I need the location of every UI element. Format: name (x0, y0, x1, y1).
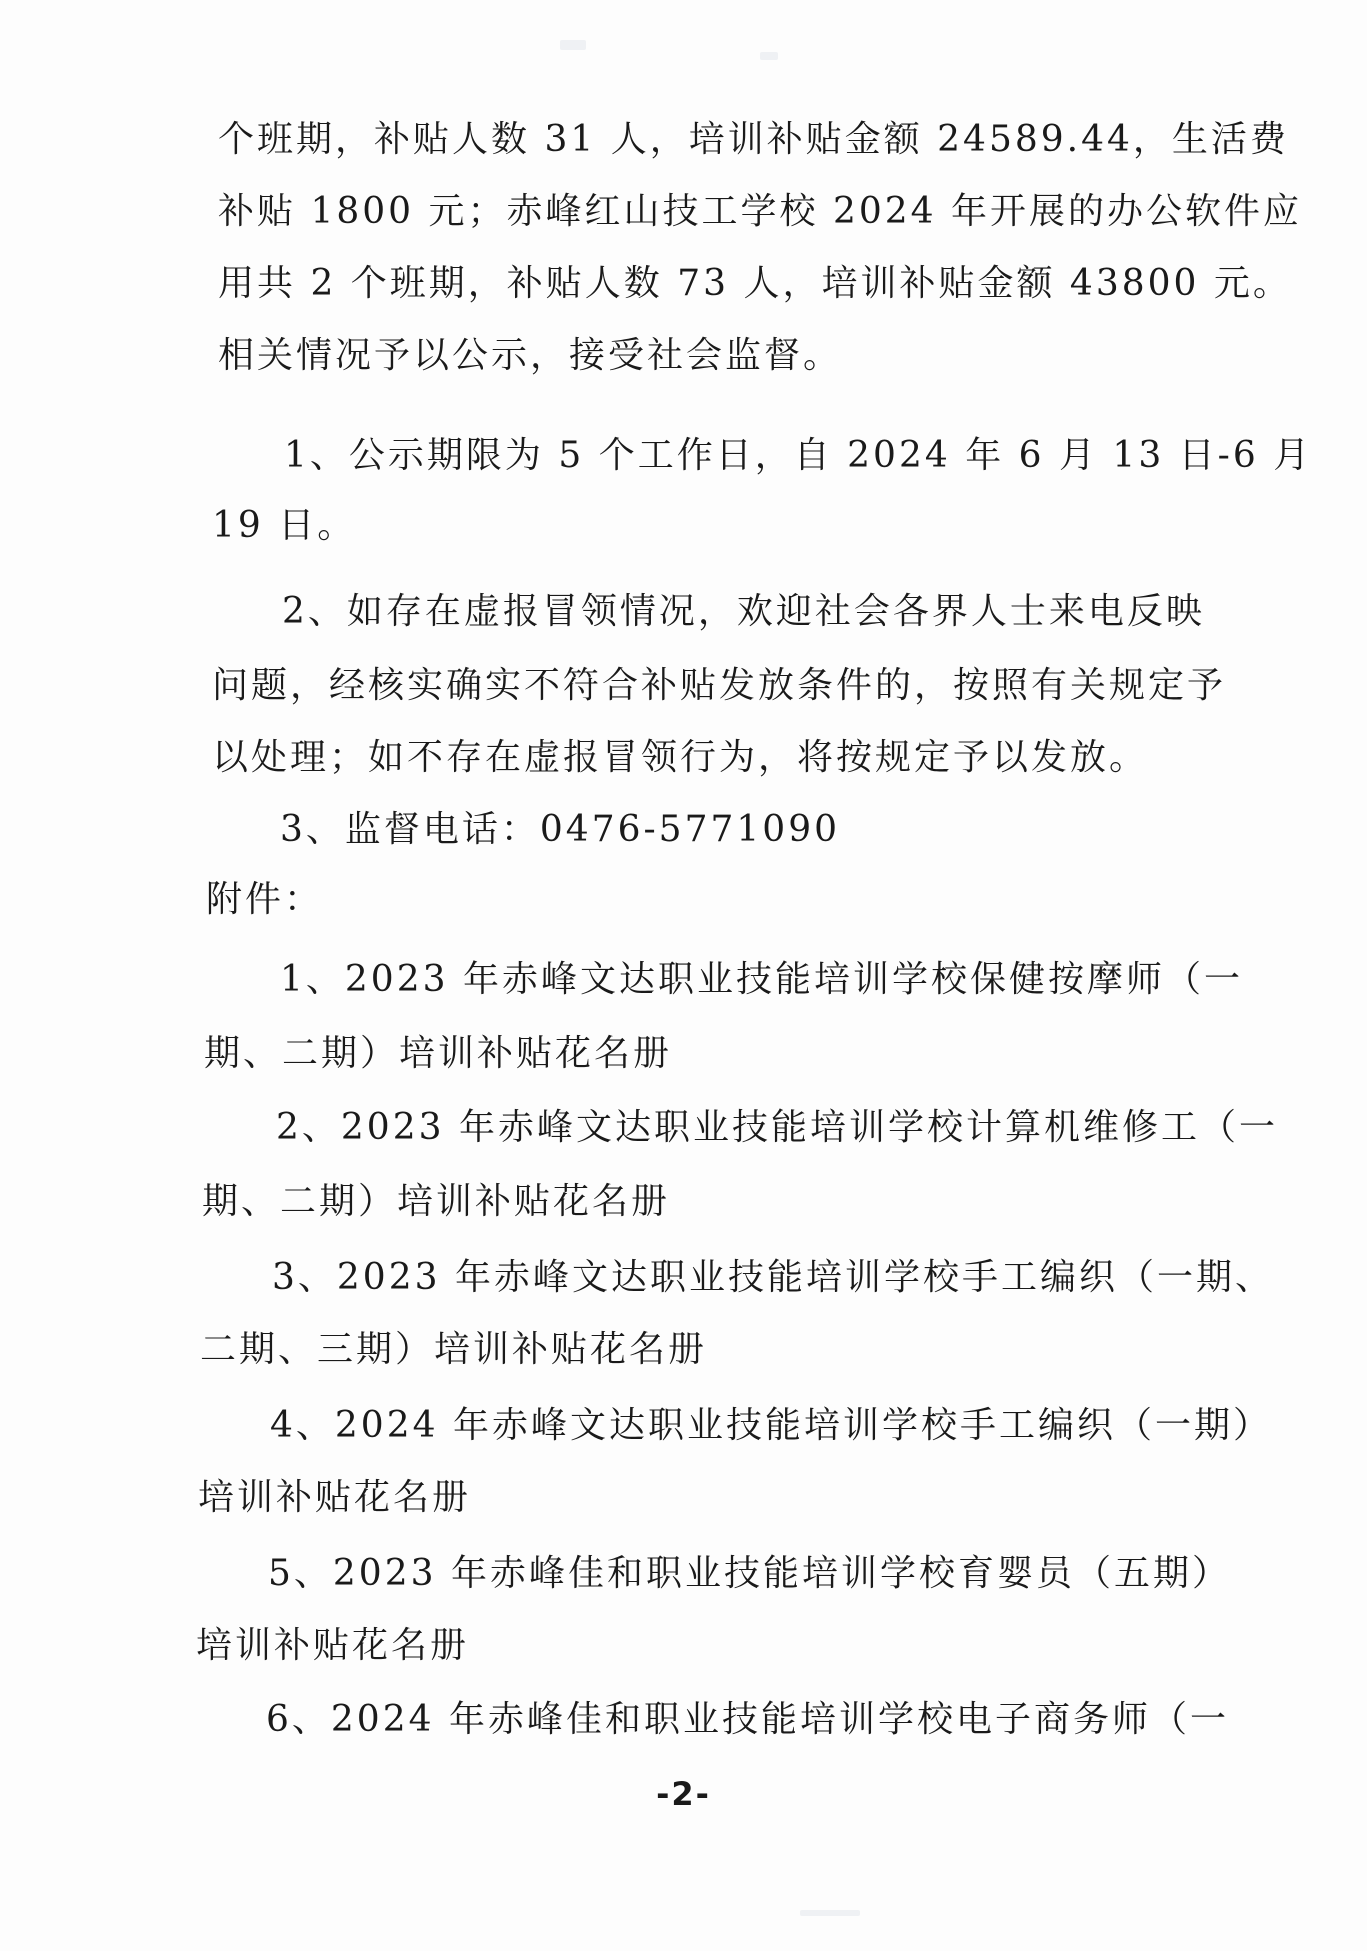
notice-item-1: 1、公示期限为 5 个工作日，自 2024 年 6 月 13 日-6 月 (284, 435, 1313, 476)
scan-artifact (760, 52, 778, 60)
attachments-heading: 附件： (206, 879, 324, 920)
body-line-4: 相关情况予以公示，接受社会监督。 (218, 335, 843, 376)
attachment-item-6: 6、2024 年赤峰佳和职业技能培训学校电子商务师（一 (266, 1699, 1229, 1740)
notice-item-2-cont-1: 问题，经核实确实不符合补贴发放条件的，按照有关规定予 (212, 665, 1227, 706)
attachment-item-2: 2、2023 年赤峰文达职业技能培训学校计算机维修工（一 (276, 1107, 1278, 1148)
notice-item-2-cont-2: 以处理；如不存在虚报冒领行为，将按规定予以发放。 (212, 737, 1149, 778)
supervision-phone: 3、监督电话：0476-5771090 (280, 809, 841, 850)
notice-item-1-cont: 19 日。 (212, 505, 357, 546)
attachment-item-3-cont: 二期、三期）培训补贴花名册 (200, 1329, 708, 1370)
scan-artifact (800, 1910, 860, 1916)
attachment-item-4: 4、2024 年赤峰文达职业技能培训学校手工编织（一期） (270, 1405, 1272, 1446)
scan-artifact (560, 40, 586, 50)
attachment-item-2-cont: 期、二期）培训补贴花名册 (202, 1181, 671, 1222)
body-line-1: 个班期，补贴人数 31 人，培训补贴金额 24589.44，生活费 (218, 119, 1289, 160)
notice-item-2: 2、如存在虚报冒领情况，欢迎社会各界人士来电反映 (282, 591, 1205, 632)
attachment-item-1-cont: 期、二期）培训补贴花名册 (204, 1033, 673, 1074)
attachment-item-4-cont: 培训补贴花名册 (198, 1477, 472, 1518)
body-line-3: 用共 2 个班期，补贴人数 73 人，培训补贴金额 43800 元。 (218, 263, 1292, 304)
attachment-item-5: 5、2023 年赤峰佳和职业技能培训学校育婴员（五期） (268, 1553, 1231, 1594)
attachment-item-3: 3、2023 年赤峰文达职业技能培训学校手工编织（一期、 (272, 1257, 1274, 1298)
attachment-item-1: 1、2023 年赤峰文达职业技能培训学校保健按摩师（一 (280, 959, 1243, 1000)
attachment-item-5-cont: 培训补贴花名册 (196, 1625, 470, 1666)
page-number: -2- (656, 1775, 711, 1813)
body-line-2: 补贴 1800 元；赤峰红山技工学校 2024 年开展的办公软件应 (218, 191, 1303, 232)
